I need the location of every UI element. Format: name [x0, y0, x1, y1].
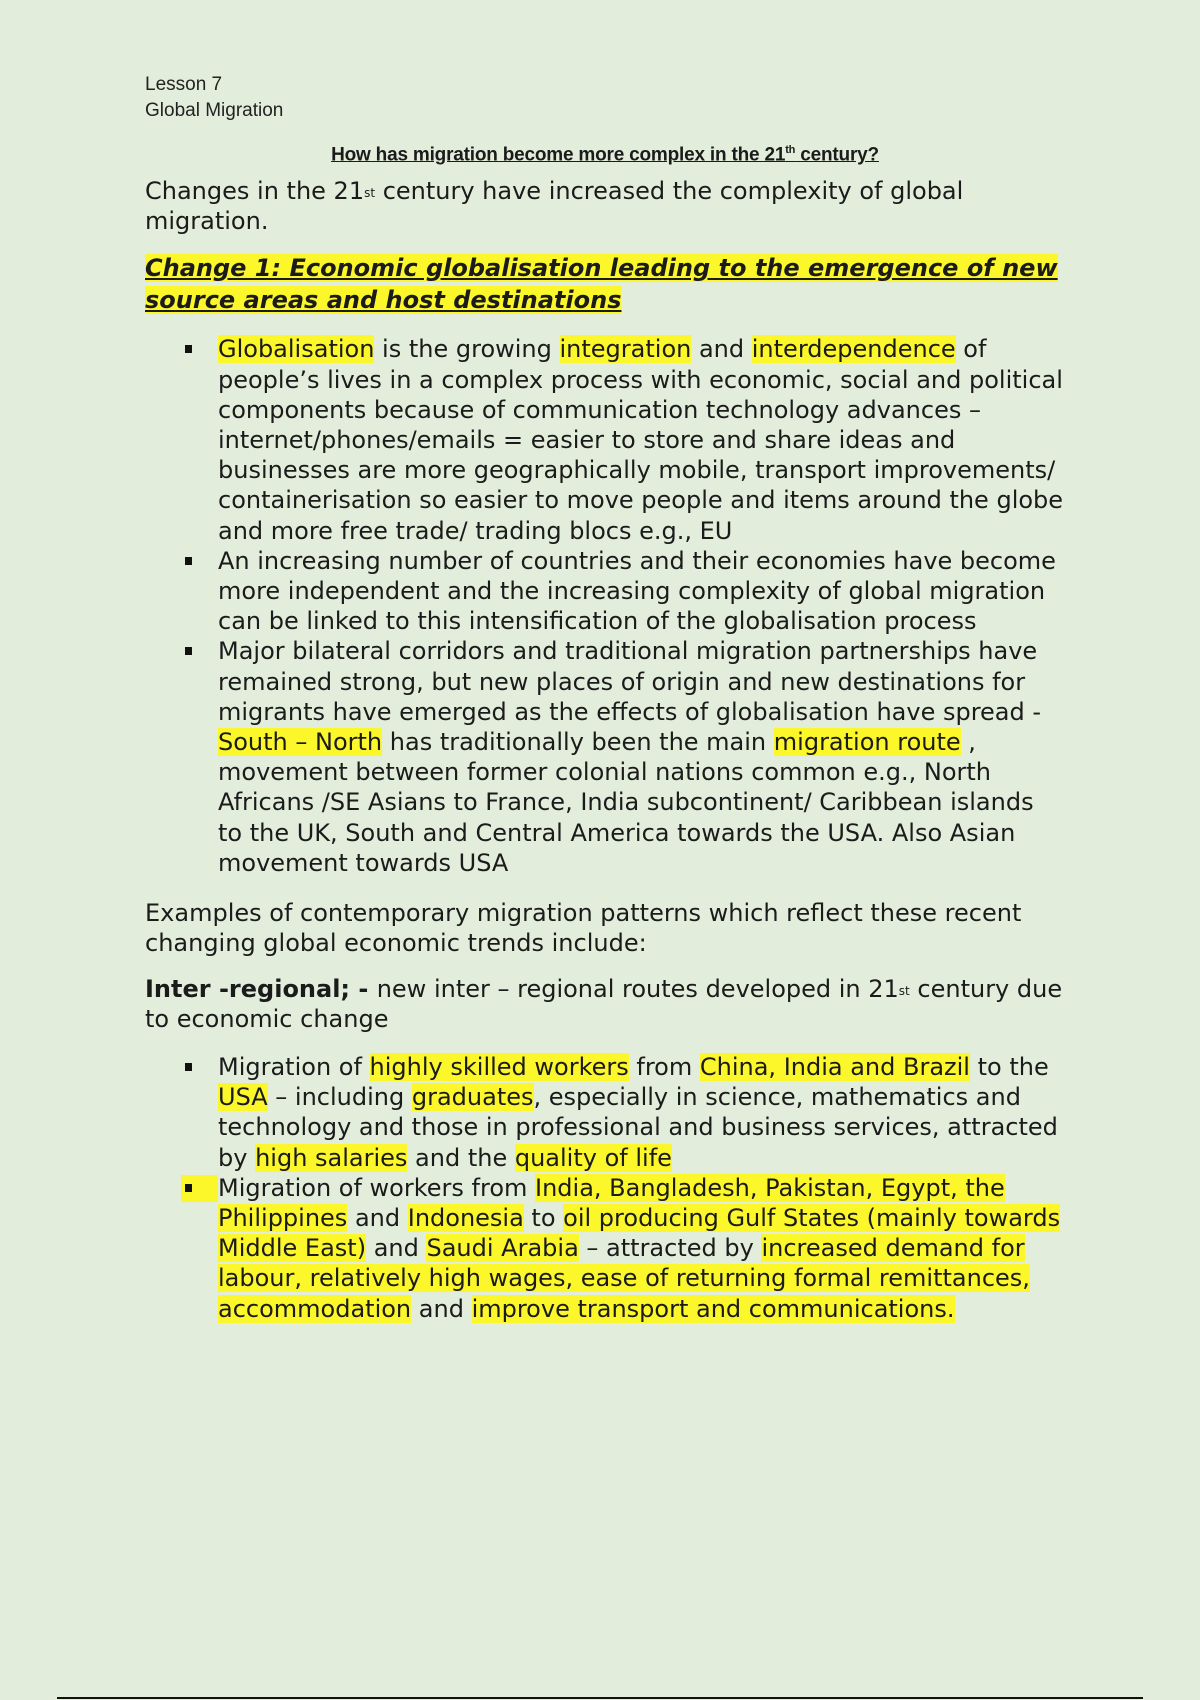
bullet-icon	[185, 647, 192, 655]
intro-paragraph: Changes in the 21st century have increased the complexity of global migration.	[145, 177, 964, 236]
list-item: Globalisation is the growing integration and interdependence of people’s lives in a complex process with economic, social and political components because of communication technology advances – internet/phones/emails = easier to store and share ideas and businesses are more geographically mobile, transport improvements/ containerisation so easier to move people and items around the globe and more free trade/ trading blocs e.g., EU	[145, 334, 1065, 545]
list-item: Migration of highly skilled workers from China, India and Brazil to the USA – including graduates, especially in science, mathematics and technology and those in professional and business services, attracted by high salaries and the quality of life	[145, 1052, 1065, 1173]
footer-divider	[57, 1697, 1143, 1699]
bullet-icon	[185, 1063, 192, 1071]
bullet-icon	[185, 1184, 192, 1192]
inter-regional-label: Inter -regional;	[145, 974, 351, 1003]
bullet-icon	[185, 345, 192, 353]
lesson-number: Lesson 7	[145, 74, 223, 95]
inter-regional-bullet-list	[145, 1052, 1065, 1324]
bullet-icon	[185, 557, 192, 565]
change-1-heading: Change 1: Economic globalisation leading to the emergence of new source areas and host destinations	[145, 254, 1058, 315]
examples-paragraph: Examples of contemporary migration patterns which reflect these recent changing global economic trends include:	[145, 898, 1022, 957]
list-item: An increasing number of countries and their economies have become more independent and the increasing complexity of global migration can be linked to this intensification of the globalisation process	[145, 546, 1065, 637]
list-item: Major bilateral corridors and traditional migration partnerships have remained strong, but new places of origin and new destinations for migrants have emerged as the effects of globalisation have spread - South – North has traditionally been the main migration route , movement between former colonial nations common e.g., North Africans /SE Asians to France, India subcontinent/ Caribbean islands to the UK, South and Central America towards the USA. Also Asian movement towards USA	[145, 636, 1065, 878]
inter-regional-paragraph: Inter -regional; - new inter – regional routes developed in 21st century due to economic change	[145, 974, 1063, 1033]
lesson-topic: Global Migration	[145, 100, 284, 121]
globalisation-bullet-list	[145, 334, 1065, 878]
document-page	[145, 72, 1065, 1324]
page-title: How has migration become more complex in the 21th century?	[331, 144, 879, 166]
list-item: Migration of workers from India, Bangladesh, Pakistan, Egypt, the Philippines and Indonesia to oil producing Gulf States (mainly towards Middle East) and Saudi Arabia – attracted by increased demand for labour, relatively high wages, ease of returning formal remittances, accommodation and improve transport and communications.	[145, 1173, 1065, 1324]
